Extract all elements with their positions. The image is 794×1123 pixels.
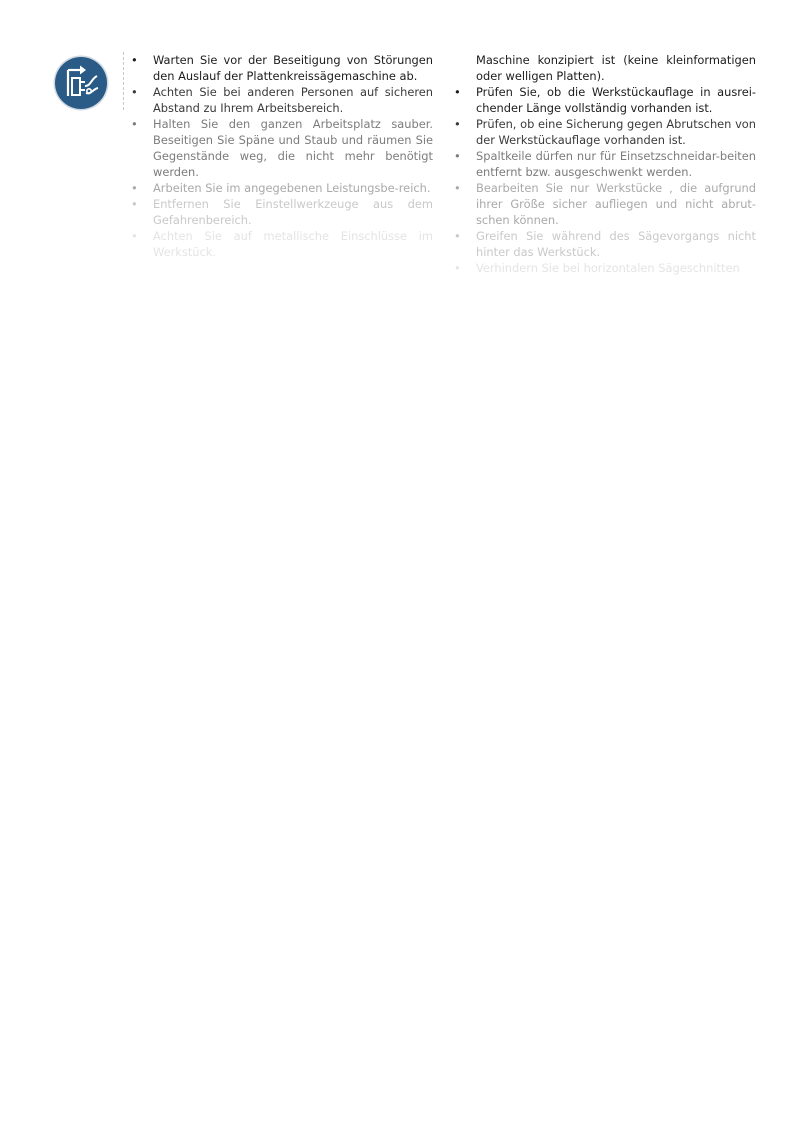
bullet: • [131,197,138,211]
list-item [131,196,433,228]
bullet: • [131,117,138,131]
safety-list-right [454,84,756,276]
disconnect-mains-plug-icon [53,55,109,111]
list-item-text: Warten Sie vor der Beseitigung von Störungen den Auslauf der Plattenkreissägemaschine ab. [153,53,433,83]
list-item-text: Halten Sie den ganzen Arbeitsplatz sauber. Beseitigen Sie Späne und Staub und räumen Sie Gegenstände weg, die nicht mehr benötigt werden. [153,117,433,179]
list-item [454,84,756,116]
continuation-text: Maschine konzipiert ist (keine kleinformatigen oder welligen Platten). [476,53,756,83]
divider [123,52,124,110]
list-item-text: Greifen Sie während des Sägevorgangs nicht hinter das Werkstück. [476,229,756,259]
list-item [131,116,433,180]
list-item [131,84,433,116]
bullet: • [454,117,461,131]
list-item [454,116,756,148]
bullet: • [454,85,461,99]
bullet: • [131,53,138,67]
bullet: • [454,181,461,195]
list-item-text: Spaltkeile dürfen nur für Einsetzschneidar-beiten entfernt bzw. ausgeschwenkt werden. [476,149,756,179]
list-item-text: Prüfen Sie, ob die Werkstückauflage in ausrei-chender Länge vollständig vorhanden ist. [476,85,756,115]
bullet: • [131,85,138,99]
right-column [454,52,756,276]
bullet: • [131,229,138,243]
list-item-text: Arbeiten Sie im angegebenen Leistungsbe-reich. [153,181,431,195]
list-item [454,148,756,180]
list-item-text: Prüfen, ob eine Sicherung gegen Abrutschen von der Werkstückauflage vorhanden ist. [476,117,756,147]
list-item-text: Entfernen Sie Einstellwerkzeuge aus dem Gefahrenbereich. [153,197,433,227]
bullet: • [131,181,138,195]
list-item-text: Verhindern Sie bei horizontalen Sägeschnitten [476,261,740,275]
list-item-text: Achten Sie auf metallische Einschlüsse im Werkstück. [153,229,433,259]
list-item [131,52,433,84]
list-item-text: Bearbeiten Sie nur Werkstücke , die aufgrund ihrer Größe sicher aufliegen und nicht abrut-schen können. [476,181,756,227]
list-item-text: Achten Sie bei anderen Personen auf sicheren Abstand zu Ihrem Arbeitsbereich. [153,85,433,115]
list-item [131,228,433,260]
bullet: • [454,149,461,163]
bullet: • [454,229,461,243]
list-item [454,260,756,276]
safety-list-left [131,52,433,260]
list-item [454,228,756,260]
list-item [131,180,433,196]
list-item [454,180,756,228]
bullet: • [454,261,461,275]
left-column [131,52,433,260]
